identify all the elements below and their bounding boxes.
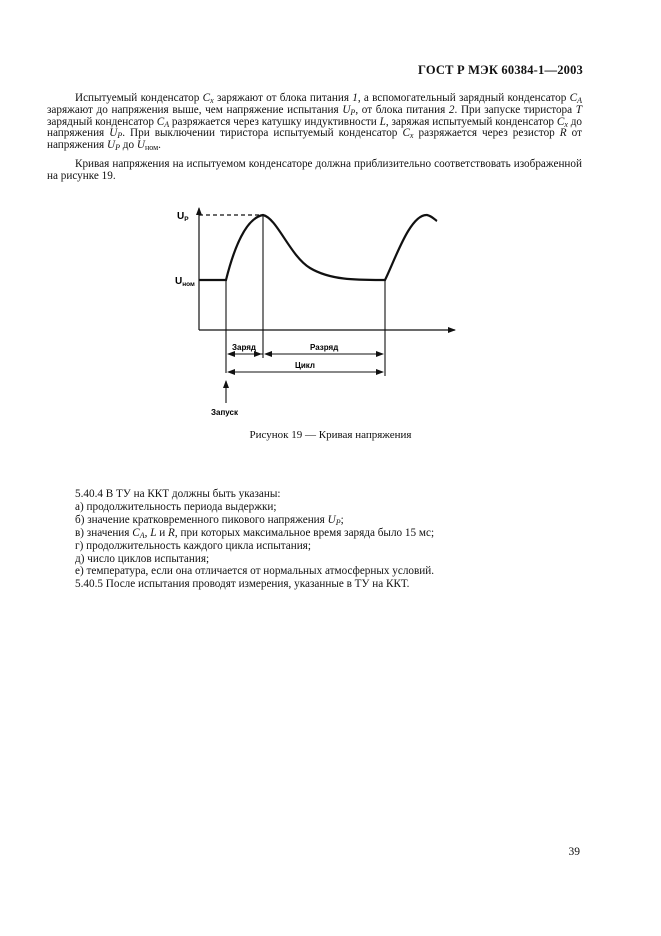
section-5-40-5: 5.40.5 После испытания проводят измерения, указанные в ТУ на ККТ. [75, 578, 410, 591]
figure-caption: Рисунок 19 — Кривая напряжения [249, 429, 412, 441]
discharge-label: Разряд [310, 343, 339, 352]
list-item-b: б) значение кратковременного пикового напряжения $U_P$; [75, 513, 344, 527]
voltage-curve-diagram [170, 198, 470, 420]
paragraph-description: Испытуемый конденсатор $C_x$ заряжают от блока питания 1, а вспомогательный зарядный конденсатор $C_A$ заряжают до напряжения выше, чем напряжение испытания $U_P$, от блока питания 2. При запуске тиристора T зарядный конденсатор $C_A$ разряжается через катушку индуктивности L, заряжая испытуемый конденсатор $C_x$ до напряжения $U_P$. При выключении тиристора испытуемый конденсатор $C_x$ разряжается через резистор R от напряжения $U_P$ до $U_{ном}$. [47, 92, 582, 153]
list-item-f: е) температура, если она отличается от нормальных атмосферных условий. [75, 565, 435, 578]
paragraph-figure-reference: Кривая напряжения на испытуемом конденсаторе должна приблизительно соответствовать изображенной на рисунке 19. [47, 158, 582, 182]
page-number: 39 [568, 846, 580, 858]
voltage-curve [199, 215, 437, 280]
list-item-a: а) продолжительность периода выдержки; [75, 500, 277, 513]
requirements-list [75, 488, 434, 591]
cycle-label: Цикл [295, 361, 315, 370]
start-label: Запуск [211, 408, 238, 417]
voltage-curve-figure [170, 198, 470, 420]
unom-axis-label: $U_{ном}$ [175, 276, 195, 288]
list-item-d: г) продолжительность каждого цикла испытания; [75, 539, 311, 552]
list-item-e: д) число циклов испытания; [75, 552, 210, 565]
charge-label: Заряд [232, 343, 256, 352]
document-header: ГОСТ Р МЭК 60384-1—2003 [418, 63, 583, 77]
list-item-c: в) значения $C_A$, L и R, при которых максимальное время заряда было 15 мс; [75, 526, 435, 540]
up-axis-label: $U_P$ [177, 211, 189, 223]
section-5-40-4-heading: 5.40.4 В ТУ на ККТ должны быть указаны: [75, 488, 281, 500]
